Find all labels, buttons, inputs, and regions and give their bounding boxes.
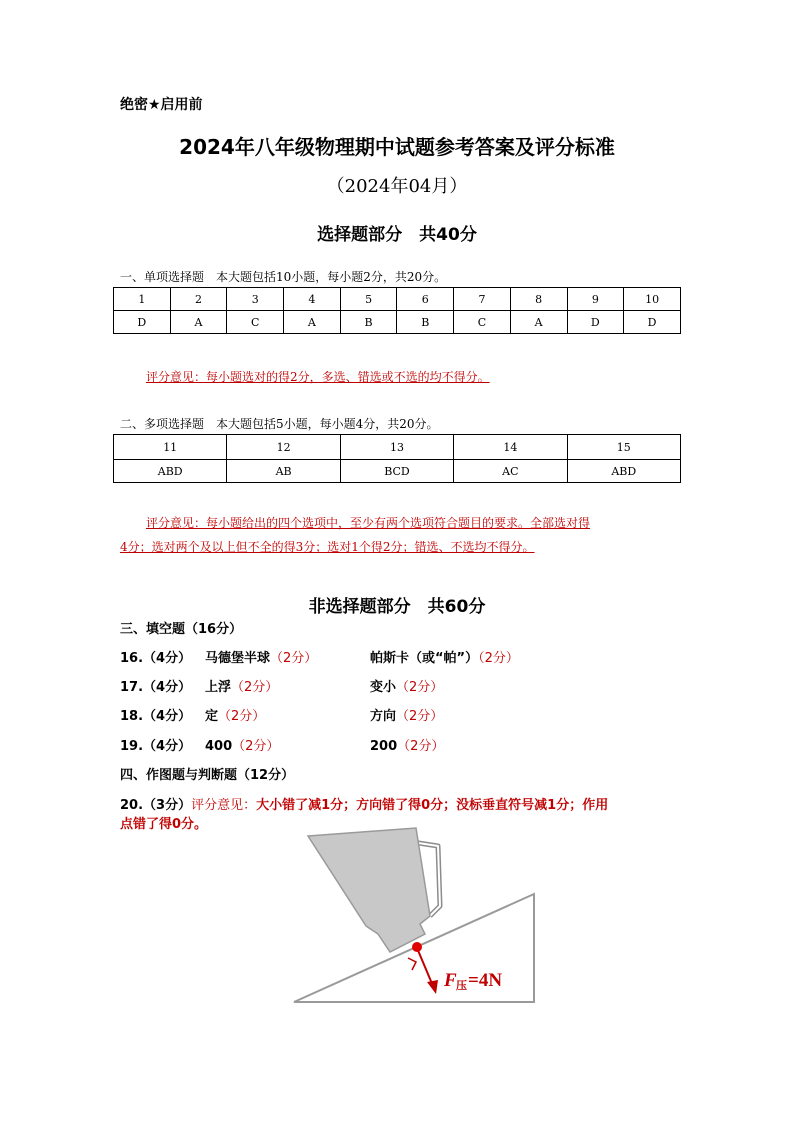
answer-text: 变小: [370, 680, 397, 695]
q17-row: [120, 676, 191, 695]
action-point-dot: [412, 942, 422, 952]
q19-answer1: [205, 735, 279, 754]
single-choice-answer-table: [113, 287, 681, 334]
score-text: （2分）: [218, 709, 266, 724]
table-cell: 10: [624, 288, 681, 311]
table-cell: ABD: [567, 460, 680, 483]
part2-scoring-note-line1: [146, 514, 590, 531]
q18-answer1: [205, 705, 265, 724]
table-cell: 12: [227, 435, 340, 460]
table-cell: 5: [340, 288, 397, 311]
table-cell: C: [454, 311, 511, 334]
force-label-value: =4N: [468, 970, 503, 991]
answer-text: 方向: [370, 709, 397, 724]
q20-line1: [120, 794, 608, 813]
note-text: 评分意见：每小题选对的得2分，多选、错选或不选的均不得分。: [146, 370, 490, 384]
table-cell: BCD: [340, 460, 453, 483]
table-cell: ABD: [114, 460, 227, 483]
score-text: （2分）: [397, 739, 445, 754]
q19-row: [120, 735, 191, 754]
part3-heading: 三、填空题（16分）: [120, 622, 243, 637]
table-cell: B: [340, 311, 397, 334]
q17-answer2: [370, 676, 443, 695]
table-cell: 1: [114, 288, 171, 311]
q16-answer1: [205, 647, 317, 666]
table-cell: D: [567, 311, 624, 334]
scoring-label: 评分意见：: [191, 798, 257, 813]
question-number: 19.（4分）: [120, 739, 192, 754]
table-row: [114, 288, 681, 311]
q18-row: [120, 705, 191, 724]
question-number: 20.（3分）: [120, 798, 192, 813]
table-cell: C: [227, 311, 284, 334]
answer-text: 定: [205, 709, 219, 724]
force-label-subscript: 压: [456, 979, 467, 992]
section-heading-choice: 选择题部分 共40分: [317, 225, 477, 245]
table-cell: D: [114, 311, 171, 334]
q16-row: [120, 647, 191, 666]
table-cell: 9: [567, 288, 624, 311]
table-cell: 15: [567, 435, 680, 460]
part2-intro: 二、多项选择题 本大题包括5小题，每小题4分，共20分。: [120, 417, 439, 431]
cup-body: [308, 828, 430, 952]
answer-text: 马德堡半球: [205, 651, 271, 666]
table-cell: D: [624, 311, 681, 334]
score-text: （2分）: [396, 680, 444, 695]
part2-scoring-note-line2: [120, 538, 535, 555]
part1-intro: 一、单项选择题 本大题包括10小题，每小题2分，共20分。: [120, 270, 447, 284]
table-cell: 2: [170, 288, 227, 311]
q20-line2: 点错了得0分。: [120, 817, 208, 832]
table-cell: 13: [340, 435, 453, 460]
note-text: 评分意见：每小题给出的四个选项中，至少有两个选项符合题目的要求。全部选对得: [146, 516, 591, 530]
q18-answer2: [370, 705, 443, 724]
table-cell: 8: [510, 288, 567, 311]
table-cell: 7: [454, 288, 511, 311]
q17-answer1: [205, 676, 278, 695]
table-cell: 6: [397, 288, 454, 311]
note-text: 4分；选对两个及以上但不全的得3分；选对1个得2分；错选、不选均不得分。: [120, 540, 535, 554]
scoring-text: 大小错了减1分；方向错了得0分；没标垂直符号减1分；作用: [256, 798, 609, 813]
secret-mark: 绝密★启用前: [120, 97, 203, 113]
answer-text: 400: [205, 739, 233, 754]
section-heading-nonchoice: 非选择题部分 共60分: [308, 597, 486, 617]
part4-heading: 四、作图题与判断题（12分）: [120, 768, 295, 783]
question-number: 16.（4分）: [120, 651, 192, 666]
table-cell: 4: [284, 288, 341, 311]
table-cell: AC: [454, 460, 567, 483]
table-cell: A: [284, 311, 341, 334]
answer-text: 帕斯卡（或“帕”）: [370, 651, 479, 666]
table-cell: 14: [454, 435, 567, 460]
score-text: （2分）: [478, 651, 519, 666]
force-label-symbol: F: [444, 970, 457, 991]
table-row: [114, 460, 681, 483]
answer-text: 上浮: [205, 680, 232, 695]
score-text: （2分）: [231, 680, 279, 695]
score-text: （2分）: [232, 739, 280, 754]
table-cell: B: [397, 311, 454, 334]
q19-answer2: [370, 735, 444, 754]
page-title: 2024年八年级物理期中试题参考答案及评分标准: [179, 135, 615, 159]
table-cell: 11: [114, 435, 227, 460]
table-cell: AB: [227, 460, 340, 483]
incline-cup-figure: [290, 822, 550, 1007]
table-row: [114, 435, 681, 460]
table-cell: A: [510, 311, 567, 334]
table-cell: 3: [227, 288, 284, 311]
score-text: （2分）: [396, 709, 444, 724]
question-number: 17.（4分）: [120, 680, 192, 695]
multiple-choice-answer-table: [113, 434, 681, 483]
question-number: 18.（4分）: [120, 709, 192, 724]
exam-date: （2024年04月）: [326, 176, 468, 197]
q16-answer2: [370, 647, 519, 666]
part1-scoring-note: [146, 368, 490, 385]
table-row: [114, 311, 681, 334]
answer-text: 200: [370, 739, 398, 754]
score-text: （2分）: [270, 651, 318, 666]
table-cell: A: [170, 311, 227, 334]
